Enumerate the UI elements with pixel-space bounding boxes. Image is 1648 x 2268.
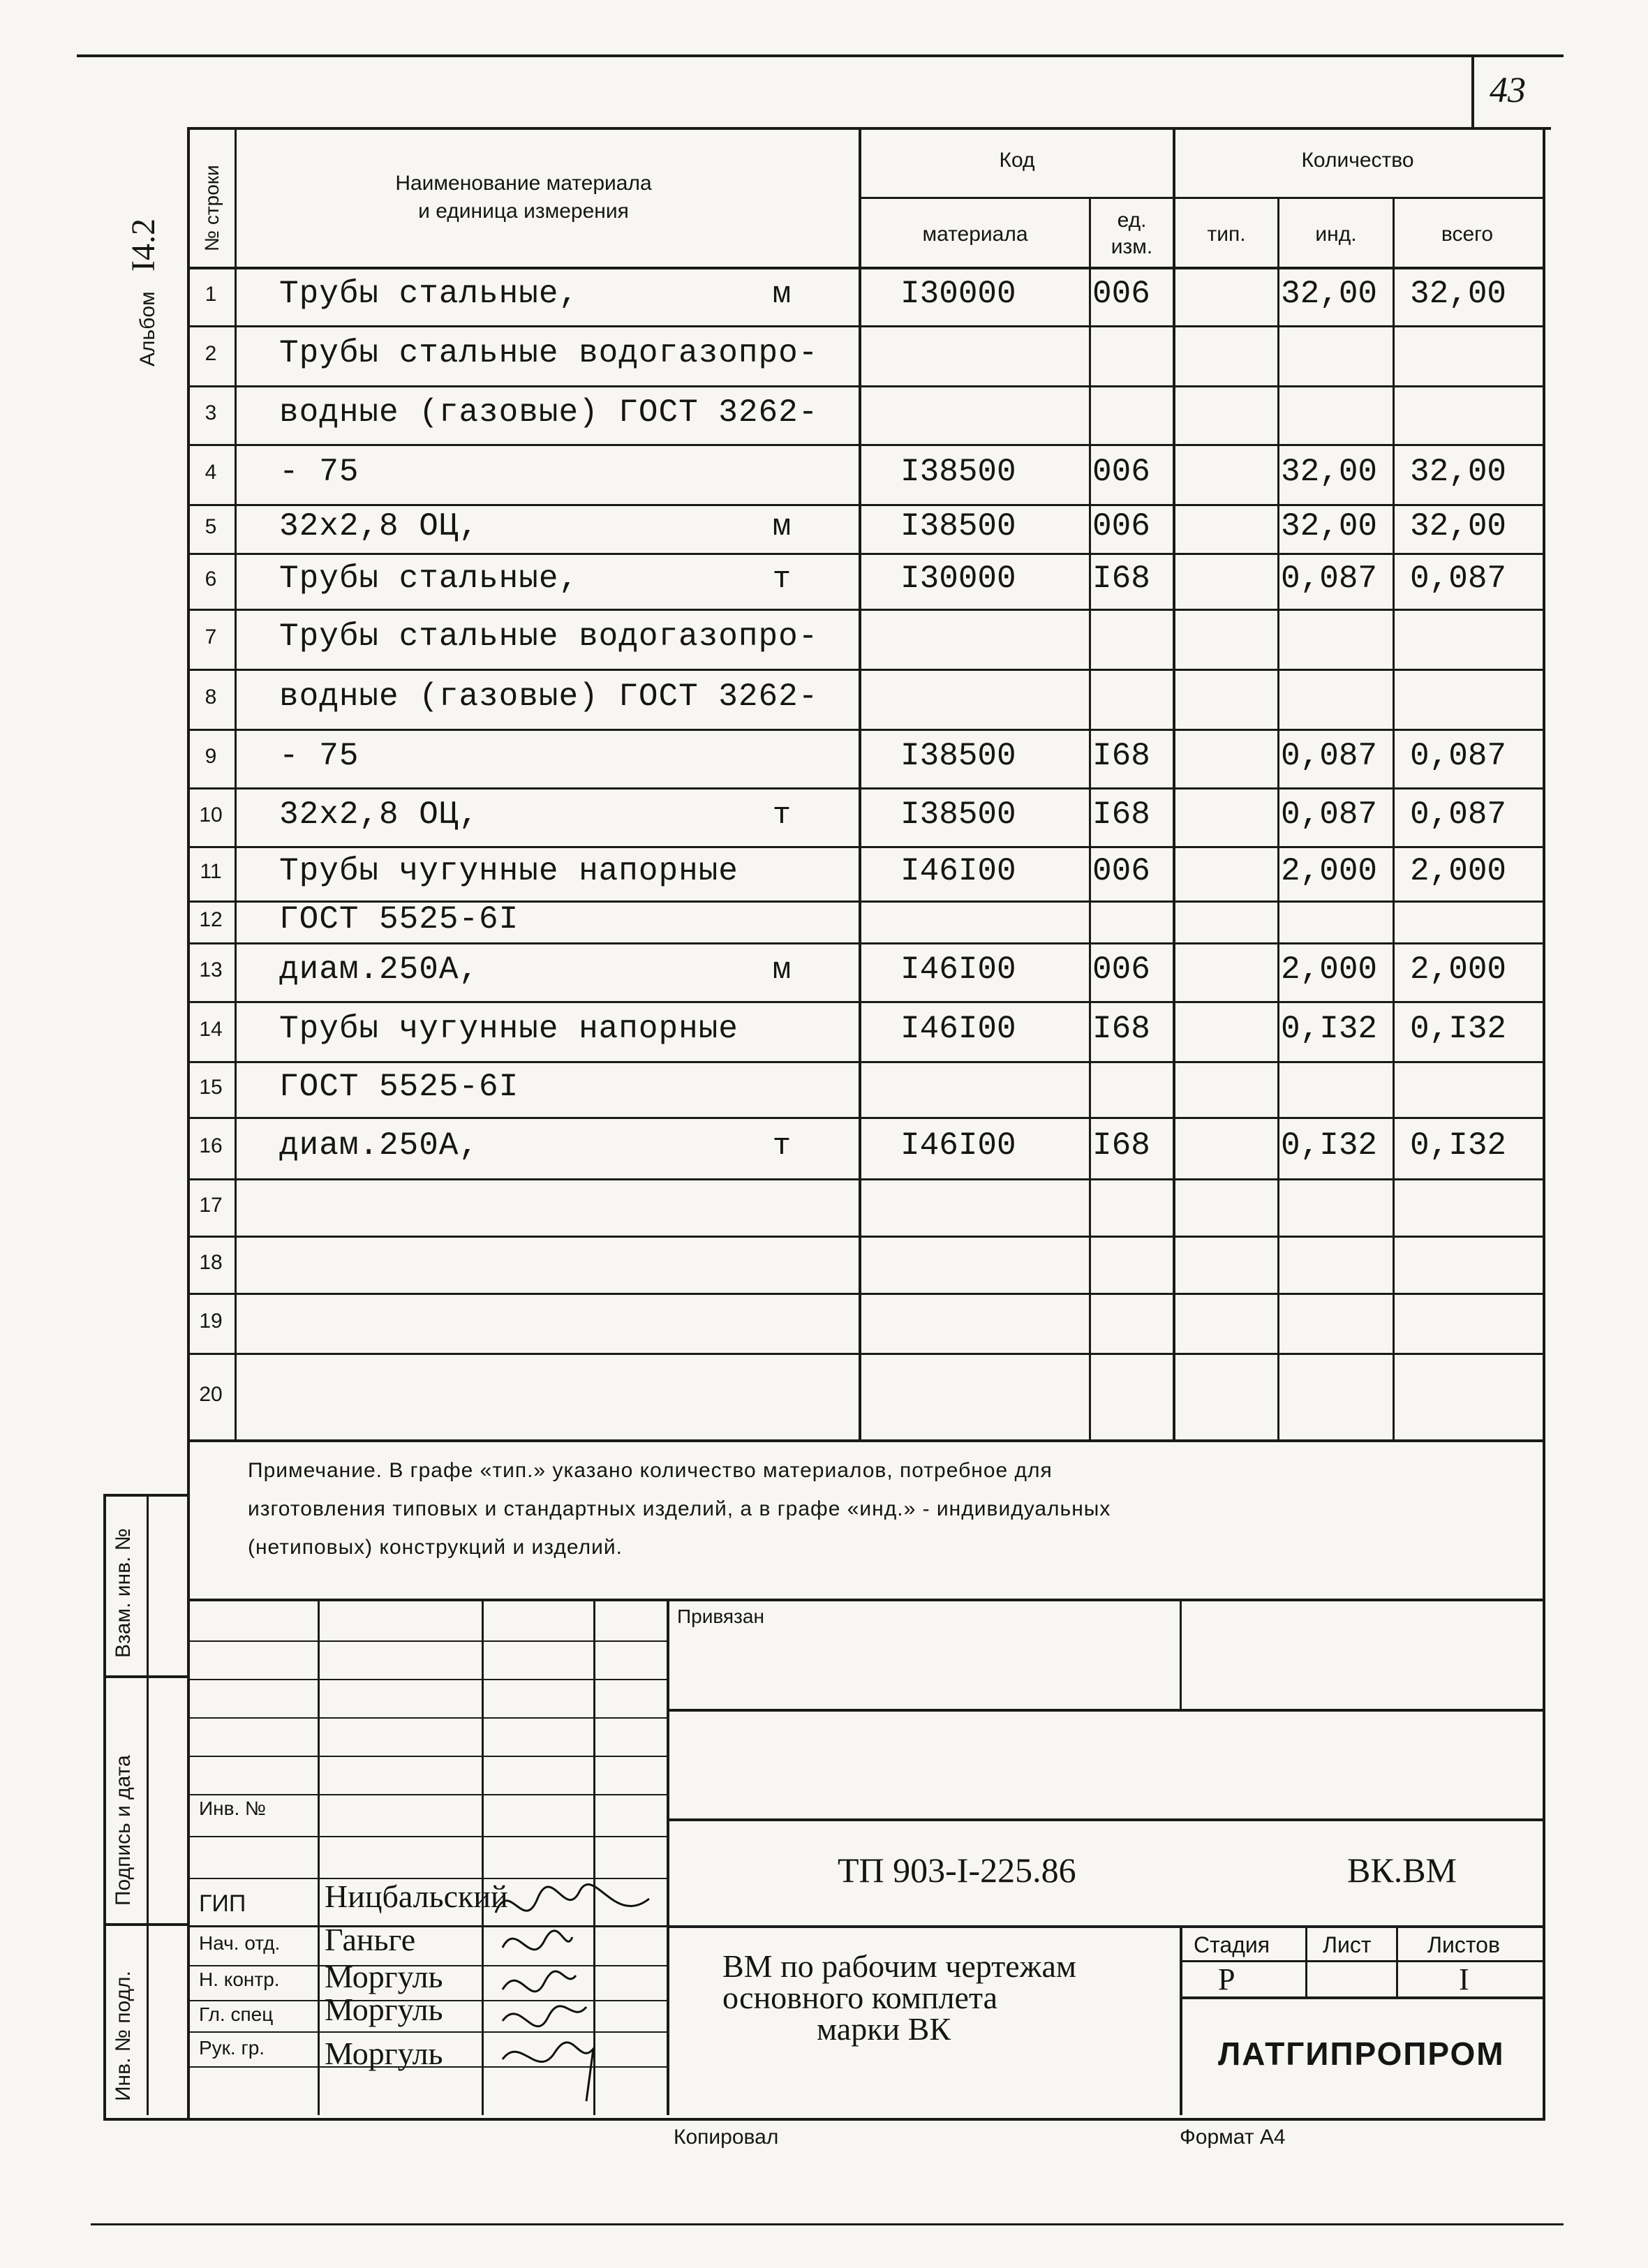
top-border <box>77 54 1564 57</box>
stage-value: Р <box>1218 1962 1235 1996</box>
row-number: 9 <box>205 745 217 769</box>
row-unit: м <box>772 276 792 312</box>
stamp-line-b <box>667 1818 1543 1821</box>
stamp-line-a <box>667 1709 1543 1712</box>
row-material-name: водные (газовые) ГОСТ 3262- <box>279 679 819 716</box>
row-number: 15 <box>199 1076 223 1099</box>
row-qty-total: 0,I32 <box>1410 1127 1507 1164</box>
row-separator <box>187 669 1543 671</box>
side-label-vzam: Взам. инв. № <box>112 1528 135 1658</box>
row-separator <box>187 729 1543 731</box>
title-line2: основного комплета <box>722 1980 998 2015</box>
row-material-name: диам.250А, <box>279 1127 480 1164</box>
row-separator <box>187 444 1543 446</box>
row-separator <box>187 846 1543 848</box>
row-material-code: I38500 <box>900 508 1016 545</box>
row-material-name: - 75 <box>279 454 359 491</box>
row-qty-total: 2,000 <box>1410 951 1507 988</box>
row-qty-total: 32,00 <box>1410 508 1507 545</box>
row-qty-ind: 0,087 <box>1281 561 1378 598</box>
signatures <box>482 1871 670 2115</box>
row-qty-total: 32,00 <box>1410 276 1507 313</box>
row-number: 17 <box>199 1194 223 1217</box>
row-material-code: I30000 <box>900 276 1016 313</box>
header-mid-line <box>859 197 1543 199</box>
row-number: 1 <box>205 283 217 306</box>
side-label-podpis: Подпись и дата <box>112 1755 135 1906</box>
row-qty-total: 0,087 <box>1410 561 1507 598</box>
row-separator <box>187 504 1543 506</box>
row-separator <box>187 1001 1543 1003</box>
row-unit-code: 006 <box>1092 853 1150 890</box>
row-qty-ind: 32,00 <box>1281 276 1378 313</box>
privyazan-divider <box>1180 1599 1182 1710</box>
row-qty-total: 0,087 <box>1410 738 1507 775</box>
row-unit: т <box>772 561 792 597</box>
side-strip-line-1 <box>103 1675 187 1678</box>
row-separator <box>187 1293 1543 1295</box>
row-material-name: Трубы чугунные напорные <box>279 853 738 890</box>
row-number: 16 <box>199 1134 223 1158</box>
side-strip-line-2 <box>103 1923 187 1926</box>
header-ind: инд. <box>1315 223 1357 246</box>
row-material-name: 32х2,8 ОЦ, <box>279 508 480 545</box>
row-material-code: I38500 <box>900 738 1016 775</box>
stage-label: Стадия <box>1194 1932 1270 1957</box>
row-qty-total: 32,00 <box>1410 454 1507 491</box>
note-line1: Примечание. В графе «тип.» указано количество материалов, потребное для <box>248 1459 1053 1482</box>
row-unit-code: I68 <box>1092 1011 1150 1048</box>
row-material-name: Трубы стальные, <box>279 561 579 598</box>
row-number: 7 <box>205 625 217 649</box>
row-material-code: I46I00 <box>900 951 1016 988</box>
bottom-border <box>91 2223 1564 2225</box>
row-unit-code: 006 <box>1092 454 1150 491</box>
footer-format: Формат А4 <box>1180 2126 1286 2149</box>
row-material-name: - 75 <box>279 738 359 775</box>
header-typ: тип. <box>1207 223 1246 246</box>
role-gip: ГИП <box>199 1890 246 1917</box>
row-qty-ind: 0,087 <box>1281 738 1378 775</box>
row-unit-code: 006 <box>1092 951 1150 988</box>
row-qty-total: 2,000 <box>1410 853 1507 890</box>
row-material-code: I38500 <box>900 454 1016 491</box>
row-material-name: водные (газовые) ГОСТ 3262- <box>279 394 819 431</box>
row-separator <box>187 553 1543 555</box>
role-ruk-gr: Рук. гр. <box>199 2037 265 2059</box>
sheets-value: I <box>1459 1962 1469 1996</box>
row-number: 14 <box>199 1018 223 1042</box>
col-line-rownum <box>235 127 237 1439</box>
header-total: всего <box>1441 223 1494 246</box>
sheet-label: Лист <box>1323 1932 1372 1957</box>
stamp-row-line <box>187 1640 667 1642</box>
col-line-ind <box>1393 197 1395 1439</box>
row-qty-total: 0,087 <box>1410 796 1507 833</box>
row-separator <box>187 325 1543 327</box>
col-line-name <box>859 127 861 1439</box>
organization: ЛАТГИПРОПРОМ <box>1218 2036 1505 2072</box>
stage-col-2 <box>1396 1925 1398 1998</box>
name-n-kontr: Моргуль <box>325 1959 443 1994</box>
header-qty: Количество <box>1301 149 1414 172</box>
role-nach-otd: Нач. отд. <box>199 1932 281 1954</box>
header-row-no: № строки <box>201 165 223 251</box>
row-number: 4 <box>205 461 217 484</box>
name-gl-spec: Моргуль <box>325 1992 443 2027</box>
role-n-kontr: Н. контр. <box>199 1969 280 1990</box>
stamp-row-line <box>187 1679 667 1680</box>
role-gl-spec: Гл. спец <box>199 2003 274 2025</box>
header-bottom-line <box>187 267 1543 269</box>
row-separator <box>187 1117 1543 1119</box>
stamp-col-1 <box>318 1599 320 2115</box>
header-name-line2: и единица измерения <box>418 200 629 223</box>
title-line1: ВМ по рабочим чертежам <box>722 1948 1076 1984</box>
row-material-name: диам.250А, <box>279 951 480 988</box>
row-material-name: Трубы стальные, <box>279 276 579 313</box>
row-number: 18 <box>199 1251 223 1275</box>
row-separator <box>187 385 1543 387</box>
row-separator <box>187 787 1543 790</box>
stage-divider <box>1180 1925 1182 2115</box>
stamp-row-line <box>187 1717 667 1719</box>
row-separator <box>187 1061 1543 1063</box>
row-number: 6 <box>205 568 217 591</box>
note-top-line <box>187 1439 1543 1442</box>
col-line-typ <box>1277 197 1279 1439</box>
mark: ВК.ВМ <box>1347 1851 1457 1890</box>
row-material-name: ГОСТ 5525-6I <box>279 1069 519 1106</box>
side-strip-divider <box>147 1494 149 2115</box>
name-ruk-gr: Моргуль <box>325 2036 443 2071</box>
stamp-row-line <box>187 1836 667 1837</box>
row-number: 8 <box>205 685 217 709</box>
row-material-code: I46I00 <box>900 853 1016 890</box>
row-number: 13 <box>199 958 223 982</box>
footer-copied: Копировал <box>674 2126 779 2149</box>
stamp-line-c <box>667 1925 1543 1928</box>
stage-col-1 <box>1305 1925 1307 1998</box>
header-unit-1: ед. <box>1117 209 1147 232</box>
name-nach-otd: Ганьге <box>325 1922 416 1957</box>
row-qty-ind: 0,087 <box>1281 796 1378 833</box>
row-material-name: Трубы стальные водогазопро- <box>279 335 819 372</box>
album-label-text: Альбом <box>136 291 159 366</box>
row-number: 12 <box>199 908 223 932</box>
row-number: 11 <box>200 860 222 884</box>
row-qty-ind: 0,I32 <box>1281 1127 1378 1164</box>
row-separator <box>187 942 1543 944</box>
stamp-row-line <box>187 1756 667 1757</box>
header-name-line1: Наименование материала <box>395 172 652 195</box>
note-line3: (нетиповых) конструкций и изделий. <box>248 1536 623 1559</box>
row-number: 2 <box>205 342 217 366</box>
designation: ТП 903-I-225.86 <box>838 1851 1076 1890</box>
row-qty-ind: 2,000 <box>1281 951 1378 988</box>
row-separator <box>187 609 1543 611</box>
note-line2: изготовления типовых и стандартных изделий, а в графе «инд.» - индивидуальных <box>248 1497 1111 1520</box>
row-material-name: ГОСТ 5525-6I <box>279 901 519 938</box>
row-number: 20 <box>199 1383 223 1407</box>
row-number: 3 <box>205 401 217 425</box>
row-material-code: I30000 <box>900 561 1016 598</box>
row-unit-code: I68 <box>1092 561 1150 598</box>
name-gip: Ницбальский <box>325 1878 508 1914</box>
row-separator <box>187 1178 1543 1180</box>
row-unit-code: I68 <box>1092 738 1150 775</box>
row-material-code: I46I00 <box>900 1127 1016 1164</box>
row-separator <box>187 1353 1543 1355</box>
page-number: 43 <box>1490 71 1526 110</box>
header-code: Код <box>999 149 1035 172</box>
side-label-inv-podl: Инв. № подл. <box>112 1971 135 2101</box>
inv-no-label: Инв. № <box>199 1798 267 1819</box>
row-qty-ind: 2,000 <box>1281 853 1378 890</box>
row-qty-ind: 0,I32 <box>1281 1011 1378 1048</box>
album-number: I4.2 <box>125 218 162 272</box>
row-number: 5 <box>205 515 217 539</box>
stamp-row-line <box>187 1794 667 1795</box>
privyazan-label: Привязан <box>677 1606 764 1627</box>
row-material-name: Трубы чугунные напорные <box>279 1011 738 1048</box>
row-qty-total: 0,I32 <box>1410 1011 1507 1048</box>
row-material-name: Трубы стальные водогазопро- <box>279 618 819 655</box>
row-material-name: 32х2,8 ОЦ, <box>279 796 480 833</box>
title-line3: марки ВК <box>817 2011 951 2047</box>
row-unit-code: I68 <box>1092 796 1150 833</box>
row-unit-code: I68 <box>1092 1127 1150 1164</box>
row-unit: т <box>772 1128 792 1164</box>
row-number: 19 <box>199 1310 223 1333</box>
row-number: 10 <box>199 803 223 827</box>
header-unit-2: изм. <box>1111 235 1153 258</box>
row-unit-code: 006 <box>1092 508 1150 545</box>
page-number-box <box>1471 57 1551 130</box>
col-line-unit <box>1173 127 1175 1439</box>
row-material-code: I38500 <box>900 796 1016 833</box>
stamp-top-line <box>187 1599 1543 1601</box>
row-unit: м <box>772 952 792 988</box>
header-material: материала <box>922 223 1028 246</box>
row-qty-ind: 32,00 <box>1281 508 1378 545</box>
row-qty-ind: 32,00 <box>1281 454 1378 491</box>
row-material-code: I46I00 <box>900 1011 1016 1048</box>
album-label <box>124 218 163 366</box>
sheets-label: Листов <box>1427 1932 1500 1957</box>
row-separator <box>187 1236 1543 1238</box>
col-line-code <box>1089 197 1091 1439</box>
row-unit: т <box>772 797 792 833</box>
row-unit: м <box>772 509 792 544</box>
row-unit-code: 006 <box>1092 276 1150 313</box>
